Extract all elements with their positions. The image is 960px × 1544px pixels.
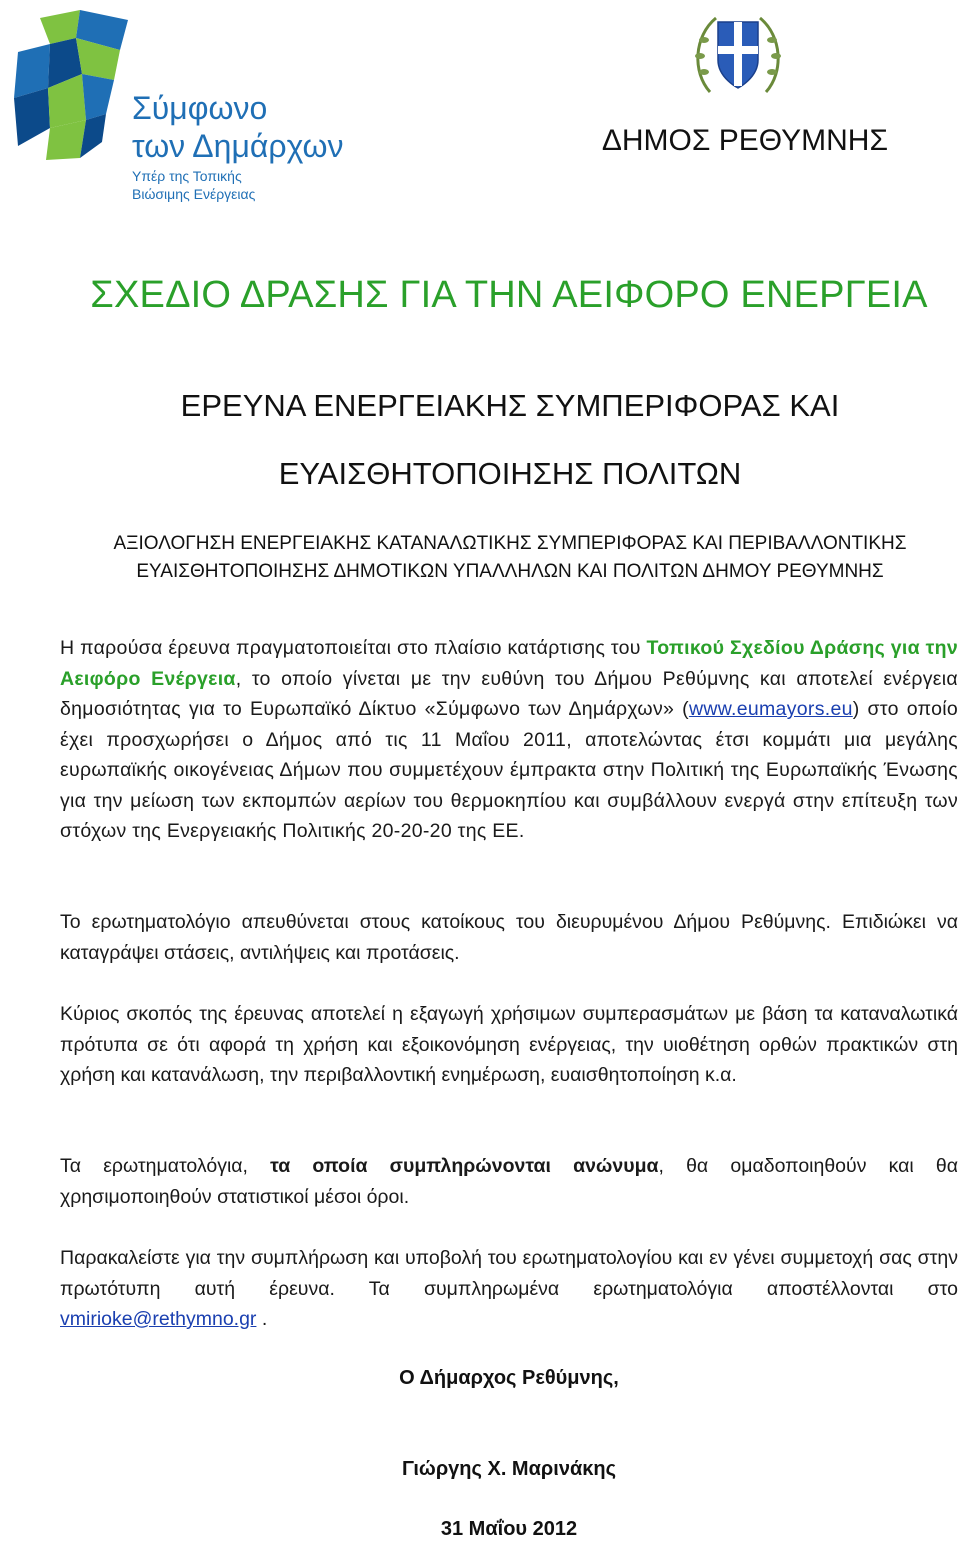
p1-highlight: Τοπικού Σχεδίου Δράσης για την Αειφόρο Ενέργεια [60,637,959,690]
p1-text-d: ) στο οποίο έχει προσχωρήσει ο Δήμος από τις 11 Μαΐου 2011, αποτελώντας έτσι κομμάτι μια μεγάλης ευρωπαϊκής οικογένειας Δήμων που συμμετέχουν έμπρακτα στην Πολιτική της Ευρωπαϊκής Ένωσης για την μείωση των εκπομπών αερίων του θερμοκηπίου και συμβάλλουν ενεργά στην επίτευξη των στόχων της Ενεργειακής Πολιτικής 20-20-20 της ΕΕ. [60,698,958,842]
signature-date: 31 Μαΐου 2012 [440,1518,578,1540]
logo-line-2: των Δημάρχων [132,128,344,164]
p5-text-a: Παρακαλείστε για την συμπλήρωση και υποβολή του ερωτηματολογίου και εν γένει συμμετοχή σας στην πρωτότυπη αυτή έρευνα. Τα συμπληρωμένα ερωτηματολόγια αποστέλλονται στο [60,1247,958,1300]
paragraph-anonymity [60,1151,958,1212]
municipality-name: ΔΗΜΟΣ ΡΕΘΥΜΝΗΣ [601,124,888,157]
paragraph-intro [60,633,958,847]
email-link[interactable]: vmirioke@rethymno.gr [60,1308,257,1330]
p4-text-c: , θα ομαδοποιηθούν και θα χρησιμοποιηθούν στατιστικοί μέσοι όροι. [60,1155,958,1208]
p5-text-b: . [256,1308,268,1330]
signature-title: Ο Δήμαρχος Ρεθύμνης, [399,1367,619,1389]
p4-text-a: Τα ερωτηματολόγια, [60,1155,271,1177]
eumayors-link[interactable]: www.eumayors.eu [688,698,853,720]
subheading: ΑΞΙΟΛΟΓΗΣΗ ΕΝΕΡΓΕΙΑΚΗΣ ΚΑΤΑΝΑΛΩΤΙΚΗΣ ΣΥΜΠΕΡΙΦΟΡΑΣ ΚΑΙ ΠΕΡΙΒΑΛΛΟΝΤΙΚΗΣ ΕΥΑΙΣΘΗΤΟΠΟΙΗΣΗΣ ΔΗΜΟΤΙΚΩΝ ΥΠΑΛΛΗΛΩΝ ΚΑΙ ΠΟΛΙΤΩΝ ΔΗΜΟΥ ΡΕΘΥΜΝΗΣ [113,533,907,582]
greek-coat-of-arms-icon [690,12,786,102]
logo-line-4: Βιώσιμης Ενέργειας [132,186,256,202]
paragraph-purpose: Κύριος σκοπός της έρευνας αποτελεί η εξαγωγή χρήσιμων συμπερασμάτων με βάση τα καταναλωτικά πρότυπα σε ότι αφορά τη χρήση και εξοικονόμηση ενέργειας, την υιοθέτηση ορθών πρακτικών στη χρήση και κατανάλωση, την περιβαλλοντική ενημέρωση, ευαισθητοποίηση κ.α. [60,1003,958,1086]
logo-line-1: Σύμφωνο [132,90,268,126]
paragraph-submission [60,1243,958,1335]
signature-name: Γιώργης Χ. Μαρινάκης [401,1458,617,1480]
paragraph-audience: Το ερωτηματολόγιο απευθύνεται στους κατοίκους του διευρυμένου Δήμου Ρεθύμνης. Επιδιώκει να καταγράψει στάσεις, αντιλήψεις και προτάσεις. [60,911,958,964]
p4-bold: τα οποία συμπληρώνονται ανώνυμα [270,1155,659,1177]
logo-line-3: Υπέρ της Τοπικής [132,168,242,184]
document-title: ΣΧΕΔΙΟ ΔΡΑΣΗΣ ΓΙΑ ΤΗΝ ΑΕΙΦΟΡΟ ΕΝΕΡΓΕΙΑ [90,274,928,316]
subtitle-line-1: ΕΡΕΥΝΑ ΕΝΕΡΓΕΙΑΚΗΣ ΣΥΜΠΕΡΙΦΟΡΑΣ ΚΑΙ [180,388,840,423]
p1-text-c: , το οποίο γίνεται με την ευθύνη του Δήμου Ρεθύμνης και αποτελεί ενέργεια δημοσιότητας για το Ευρωπαϊκό Δίκτυο «Σύμφωνο των Δημάρχων» ( [60,667,958,720]
p1-text-a: Η παρούσα έρευνα πραγματοποιείται στο πλαίσιο κατάρτισης του [60,637,647,659]
covenant-of-mayors-logo [10,10,360,210]
covenant-logo-icon [10,10,140,160]
subtitle-line-2: ΕΥΑΙΣΘΗΤΟΠΟΙΗΣΗΣ ΠΟΛΙΤΩΝ [278,456,742,491]
